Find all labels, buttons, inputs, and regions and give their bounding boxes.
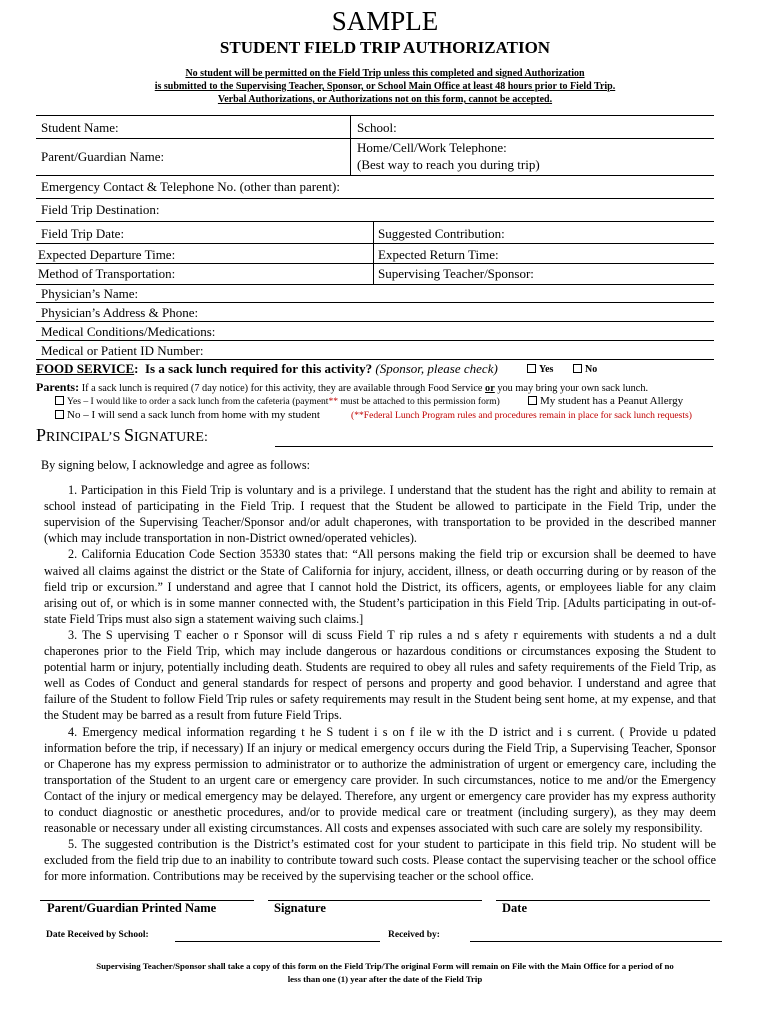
peanut-allergy-label: My student has a Peanut Allergy (540, 395, 684, 407)
destination-field[interactable]: Field Trip Destination: (41, 202, 160, 217)
table-line (36, 243, 714, 244)
send-lunch-label: No – I will send a sack lunch from home with my student (67, 409, 320, 421)
principal-signature-rest: IGNATURE: (133, 430, 208, 445)
trip-date-field[interactable]: Field Trip Date: (41, 226, 125, 241)
date-received-label: Date Received by School: (46, 930, 149, 940)
checkbox-icon (55, 410, 64, 419)
warning-line-2: is submitted to the Supervising Teacher, Sponsor, or School Main Office at least 48 hours prior to Field Trip. (154, 81, 616, 92)
table-divider (373, 221, 374, 284)
departure-time-field[interactable]: Expected Departure Time: (38, 247, 176, 262)
principal-rest: RINCIPAL’S (46, 430, 124, 445)
table-line (36, 340, 714, 341)
signature-label: Signature (274, 901, 326, 915)
received-by-label: Received by: (388, 930, 440, 940)
parents-label: Parents: (36, 380, 80, 394)
food-service-label: FOOD SERVICE (36, 361, 135, 376)
sample-heading: SAMPLE (331, 6, 439, 36)
principal-signature-label (36, 425, 208, 446)
return-time-field[interactable]: Expected Return Time: (378, 247, 499, 262)
table-line (36, 302, 714, 303)
table-line (36, 284, 714, 285)
sack-lunch-no-checkbox[interactable] (573, 364, 597, 375)
sack-lunch-yes-checkbox[interactable] (527, 364, 553, 375)
table-line (36, 138, 714, 139)
order-lunch-text-b: must be attached to this permission form) (340, 396, 500, 407)
warning-line-3: Verbal Authorizations, or Authorizations not on this form, cannot be accepted. (217, 94, 553, 105)
no-label: No (585, 364, 598, 375)
warning-line-1: No student will be permitted on the Field Trip unless this completed and signed Authorization (185, 68, 585, 79)
order-lunch-option[interactable] (55, 396, 500, 407)
supervising-teacher-field[interactable]: Supervising Teacher/Sponsor: (378, 266, 534, 281)
date-label: Date (502, 901, 527, 915)
transportation-field[interactable]: Method of Transportation: (38, 266, 176, 281)
order-lunch-text-a: Yes – I would like to order a sack lunch from the cafeteria (payment (67, 396, 329, 407)
checkbox-icon (573, 364, 582, 373)
date-received-line[interactable] (175, 941, 380, 942)
order-lunch-stars: ** (328, 396, 339, 407)
table-divider (350, 115, 351, 175)
principal-cap-p: P (36, 425, 47, 445)
table-line (36, 321, 714, 322)
yes-label: Yes (539, 364, 554, 375)
parents-text-b: you may bring your own sack lunch. (497, 383, 649, 394)
form-title: STUDENT FIELD TRIP AUTHORIZATION (219, 38, 551, 57)
physician-address-field[interactable]: Physician’s Address & Phone: (41, 305, 199, 320)
table-line (36, 175, 714, 176)
checkbox-icon (527, 364, 536, 373)
sponsor-note: (Sponsor, please check) (375, 361, 498, 376)
table-line (36, 115, 714, 116)
school-field[interactable]: School: (357, 120, 397, 135)
date-line[interactable] (496, 900, 710, 901)
sack-lunch-question: Is a sack lunch required for this activity? (145, 361, 373, 376)
parent-printed-name-label: Parent/Guardian Printed Name (47, 901, 217, 915)
table-line (36, 221, 714, 222)
agreement-item-3: 3. The S upervising T eacher o r Sponsor will di scuss Field T rip rules a nd s afety r equirements with students a nd a dult chaperones prior to the Field Trip, which may include dangerous or hazardous conditions or circumstances exposing the Student to potential harm or injury, potentially including death. Students are required to obey all rules and safety requirements of the Field Trip, as well as Codes of Conduct and general standards for respect of persons and property and good behavior. I understand and agree that failure of the Student to follow Field Trip rules or safety requirements may result in the Student being sent home, at my expense, and that the Student may be barred as a result from future Field Trips. (44, 627, 716, 723)
retention-footer (40, 960, 730, 986)
federal-lunch-note: (**Federal Lunch Program rules and procedures remain in place for sack lunch requests) (351, 410, 692, 421)
table-line (36, 359, 714, 360)
telephone-field[interactable]: Home/Cell/Work Telephone: (357, 140, 507, 155)
received-by-line[interactable] (470, 941, 722, 942)
physician-name-field[interactable]: Physician’s Name: (41, 286, 139, 301)
parents-text-a: If a sack lunch is required (7 day notice) for this activity, they are available through Food Service (81, 383, 483, 394)
principal-cap-s: S (123, 425, 134, 445)
checkbox-icon (55, 396, 64, 405)
telephone-hint: (Best way to reach you during trip) (357, 157, 540, 172)
footer-line-2: less than one (1) year after the date of the Field Trip (287, 974, 483, 984)
contribution-field[interactable]: Suggested Contribution: (378, 226, 505, 241)
emergency-contact-field[interactable]: Emergency Contact & Telephone No. (other than parent): (41, 179, 340, 194)
table-line (36, 263, 714, 264)
student-name-field[interactable]: Student Name: (41, 120, 119, 135)
agreement-intro: By signing below, I acknowledge and agree as follows: (41, 458, 310, 472)
peanut-allergy-checkbox[interactable] (528, 395, 683, 407)
agreement-item-1: 1. Participation in this Field Trip is voluntary and is a privilege. I understand that the student has the right and ability to remain at school instead of participating in the Field Trip. I request that the Student be allowed to participate in the Field Trip, under the supervision of the Supervising Teacher/Sponsor and/or adult chaperones, with transportation to be provided in the described manner (which may include transportation in non-District owned/operated vehicles). (44, 483, 716, 546)
medical-id-field[interactable]: Medical or Patient ID Number: (41, 343, 204, 358)
principal-signature-line[interactable] (275, 446, 713, 447)
footer-line-1: Supervising Teacher/Sponsor shall take a copy of this form on the Field Trip/The original Form will remain on File with the Main Office for a period of no (96, 961, 674, 971)
table-line (36, 198, 714, 199)
send-lunch-option[interactable] (55, 409, 320, 421)
parents-or: or (485, 383, 495, 394)
agreement-text (41, 457, 716, 884)
parents-note (36, 380, 648, 395)
checkbox-icon (528, 396, 537, 405)
agreement-item-2: 2. California Education Code Section 35330 states that: “All persons making the field trip or excursion shall be deemed to have waived all claims against the district or the State of California for injury, accident, illness, or death occurring during or by reason of the field trip or excursion.” I understand and agree that I cannot hold the District, its officers, agents, or employees liable for any claim arising out of, or which is in some manner connected with, the Student’s participation in this Field Trip. [Adults participating in out-of-state Field Trips must also sign a statement waiving such claims.] (44, 547, 716, 626)
agreement-item-4: 4. Emergency medical information regarding t he S tudent i s on f ile w ith the D istrict and i s current. ( Provide u pdated information before the trip, if necessary) If an injury or medical emergency occurs during the Field Trip, a Supervising Teacher, Sponsor or Chaperone has my express permission to administrator or to authorize the administration of urgent or emergency care, including the transportation of the Student to an urgent care or emergency care provider. In such circumstances, notice to me and/or the Emergency Contact of the injury or medical emergency may be delayed. Therefore, any urgent or emergency care provider has my express authority to conduct diagnostic or anesthetic procedures, and/or to provide medical care or treatment (including surgery), as they may deem reasonable or necessary under all existing circumstances. All costs and expenses associated with such care are solely my responsibility. (44, 724, 716, 836)
food-service-question: FOOD SERVICE: Is a sack lunch required for this activity? (Sponsor, please check) (36, 361, 498, 376)
medical-conditions-field[interactable]: Medical Conditions/Medications: (41, 324, 216, 339)
agreement-item-5: 5. The suggested contribution is the District’s estimated cost for your student to participate in this field trip. No student will be excluded from the field trip due to an inability to contribute toward such costs. Please contact the supervising teacher or the school office for more information. Contributions may be received by the supervising teacher or the school office. (44, 837, 716, 884)
parent-name-field[interactable]: Parent/Guardian Name: (41, 149, 165, 164)
